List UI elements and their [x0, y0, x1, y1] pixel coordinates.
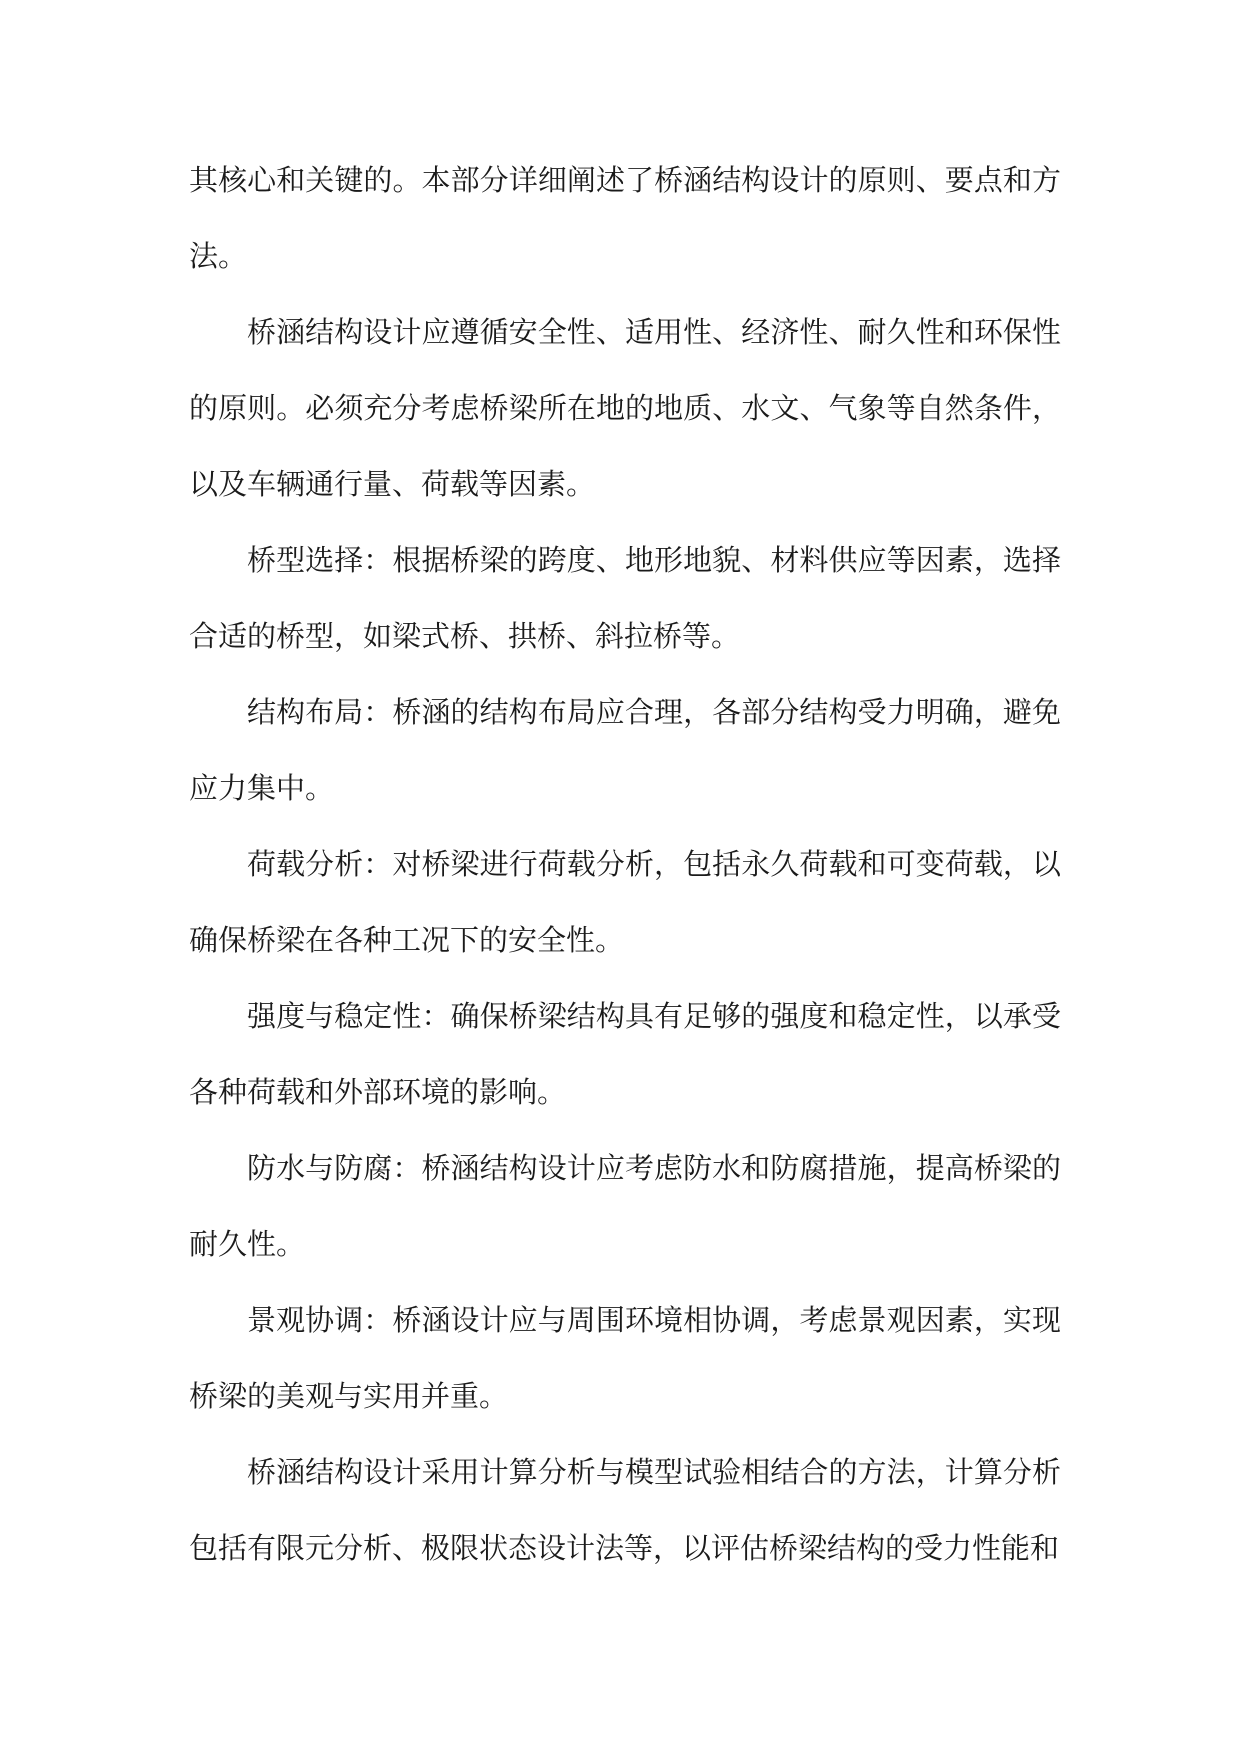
paragraph-waterproof-anticorrosion: 防水与防腐：桥涵结构设计应考虑防水和防腐措施，提高桥梁的耐久性。	[189, 1151, 1061, 1261]
paragraph-load-analysis: 荷载分析：对桥梁进行荷载分析，包括永久荷载和可变荷载，以确保桥梁在各种工况下的安全性。	[189, 847, 1061, 957]
paragraph-bridge-type-selection: 桥型选择：根据桥梁的跨度、地形地貌、材料供应等因素，选择合适的桥型，如梁式桥、拱桥、斜拉桥等。	[189, 543, 1061, 653]
paragraph-strength-stability: 强度与稳定性：确保桥梁结构具有足够的强度和稳定性，以承受各种荷载和外部环境的影响。	[189, 999, 1061, 1109]
document-body	[189, 142, 1061, 1586]
paragraph-design-methods: 桥涵结构设计采用计算分析与模型试验相结合的方法，计算分析包括有限元分析、极限状态设计法等，以评估桥梁结构的受力性能和	[189, 1455, 1061, 1565]
paragraph-landscape-coordination: 景观协调：桥涵设计应与周围环境相协调，考虑景观因素，实现桥梁的美观与实用并重。	[189, 1303, 1061, 1413]
paragraph-continuation: 其核心和关键的。本部分详细阐述了桥涵结构设计的原则、要点和方法。	[189, 163, 1061, 273]
paragraph-design-principles: 桥涵结构设计应遵循安全性、适用性、经济性、耐久性和环保性的原则。必须充分考虑桥梁所在地的地质、水文、气象等自然条件，以及车辆通行量、荷载等因素。	[189, 315, 1061, 501]
paragraph-structural-layout: 结构布局：桥涵的结构布局应合理，各部分结构受力明确，避免应力集中。	[189, 695, 1061, 805]
